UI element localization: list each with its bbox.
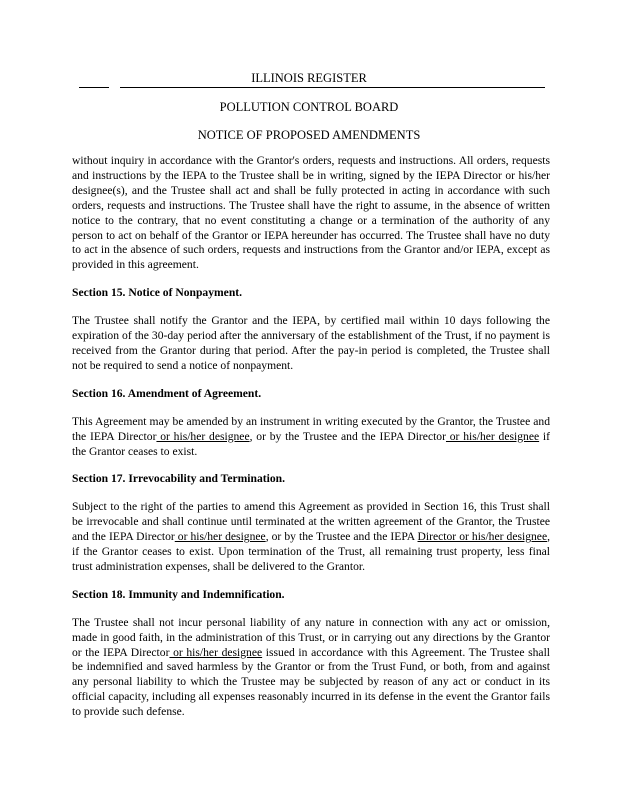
notice-title: NOTICE OF PROPOSED AMENDMENTS <box>197 128 421 142</box>
section-18-insert-1: or his/her designee <box>169 645 263 659</box>
document-body <box>72 154 550 720</box>
section-17-heading: Section 17. Irrevocability and Termination. <box>72 472 285 486</box>
section-15-heading: Section 15. Notice of Nonpayment. <box>72 286 243 300</box>
section-17-paragraph <box>72 500 550 575</box>
section-17-text-1: Subject to the right of the parties to amend this Agreement as provided in Section 16, this Trust shall be irrevocable and shall continue until terminated at the written agreement of the Grantor, the Trustee and the IEPA Director <box>72 500 550 544</box>
section-16-insert-1: or his/her designee <box>156 429 250 443</box>
section-18-paragraph <box>72 616 550 720</box>
section-18-text-2: issued in accordance with this Agreement. The Trustee shall be indemnified and saved harmless by the Grantor or from the Trust Fund, or both, from and against any personal liability to which the Trustee may be subjected by reason of any act or conduct in its official capacity, including all expenses reasonably incurred in its defense in the event the Grantor fails to provide such defense. <box>72 645 551 719</box>
header-rule-short <box>79 87 109 88</box>
section-18-text-1: The Trustee shall not incur personal liability of any nature in connection with any act or omission, made in good faith, in the administration of this Trust, or in carrying out any directions by the Grantor or the IEPA Director <box>72 615 550 659</box>
section-16-paragraph <box>72 415 550 460</box>
section-17-text-3: , if the Grantor ceases to exist. Upon termination of the Trust, all remaining trust property, less final trust administration expenses, shall be delivered to the Grantor. <box>72 530 550 573</box>
section-18-heading: Section 18. Immunity and Indemnification. <box>72 587 285 601</box>
register-title: ILLINOIS REGISTER <box>251 71 367 85</box>
section-15-paragraph: The Trustee shall notify the Grantor and the IEPA, by certified mail within 10 days following the expiration of the 30-day period after the anniversary of the establishment of the Trust, if no payment is received from the Grantor during that period. After the pay-in period is completed, the Trustee shall not be required to send a notice of nonpayment. <box>72 314 550 372</box>
section-16-text-2: , or by the Trustee and the IEPA Director <box>249 429 446 443</box>
section-17-text-2: , or by the Trustee and the IEPA <box>265 530 418 544</box>
section-16-heading: Section 16. Amendment of Agreement. <box>72 386 262 400</box>
header-rule-long <box>120 87 545 88</box>
section-17-insert-1: or his/her designee <box>174 530 266 544</box>
board-title: POLLUTION CONTROL BOARD <box>219 100 399 114</box>
section-16-text-3: if the Grantor ceases to exist. <box>72 429 550 458</box>
intro-paragraph: without inquiry in accordance with the Grantor's orders, requests and instructions. All orders, requests and instructions by the IEPA to the Trustee shall be in writing, signed by the IEPA Director or his/her designee(s), and the Trustee shall act and shall be fully protected in acting in accordance with such orders, requests and instructions. The Trustee shall have the right to assume, in the absence of written notice to the contrary, that no event constituting a change or a termination of the authority of any person to act on behalf of the Grantor or IEPA hereunder has occurred. The Trustee shall have no duty to act in the absence of such orders, requests and instructions from the Grantor and/or IEPA, except as provided in this agreement. <box>72 154 550 272</box>
section-16-text-1: This Agreement may be amended by an instrument in writing executed by the Grantor, the Trustee and the IEPA Director <box>72 414 550 443</box>
section-17-insert-2: Director or his/her designee <box>417 530 548 544</box>
section-16-insert-2: or his/her designee <box>445 429 540 443</box>
